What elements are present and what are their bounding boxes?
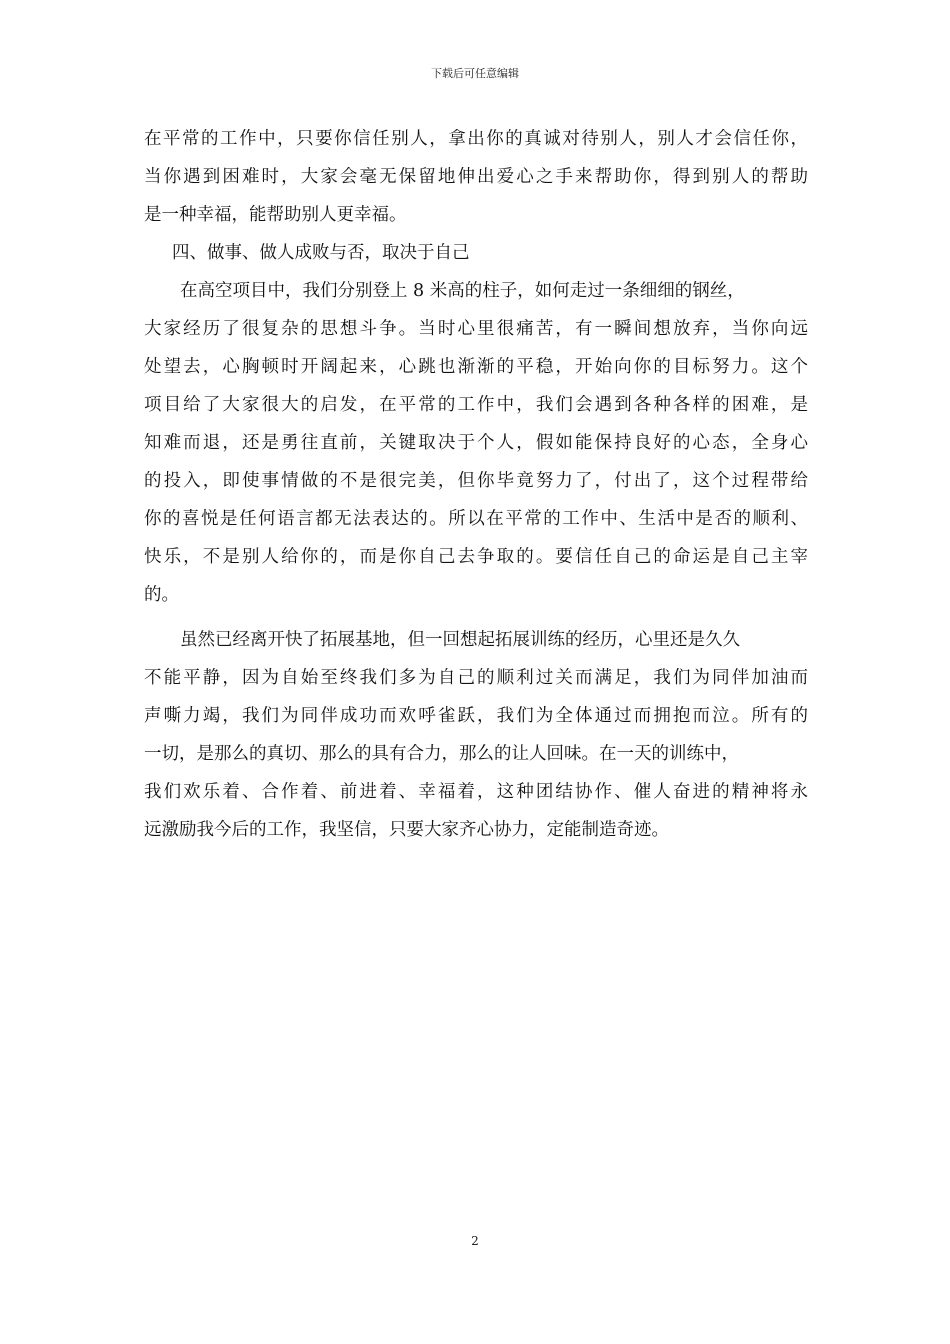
text-line: 在高空项目中，我们分别登上 8 米高的柱子，如何走过一条细细的钢丝， [180,281,745,301]
text-line: 不能平静，因为自始至终我们多为自己的顺利过关而满足，我们为同伴加油而 [144,668,808,688]
text-line: 的。 [144,585,179,605]
text-line: 我们欢乐着、合作着、前进着、幸福着，这种团结协作、催人奋进的精神将永 [144,782,808,802]
text-line: 处望去，心胸顿时开阔起来，心跳也渐渐的平稳，开始向你的目标努力。这个 [144,357,808,377]
text-line: 远激励我今后的工作，我坚信，只要大家齐心协力，定能制造奇迹。 [144,820,669,840]
heading-line: 四、做事、做人成败与否，取决于自己 [172,243,470,263]
text-line: 的投入，即使事情做的不是很完美，但你毕竟努力了，付出了，这个过程带给 [144,471,808,491]
text-line: 你的喜悦是任何语言都无法表达的。所以在平常的工作中、生活中是否的顺利、 [144,509,808,529]
text-line: 在平常的工作中，只要你信任别人，拿出你的真诚对待别人，别人才会信任你， [144,129,808,149]
text-line: 当你遇到困难时，大家会毫无保留地伸出爱心之手来帮助你，得到别人的帮助 [144,167,808,187]
page-header: 下载后可任意编辑 [431,67,519,80]
paragraph-high-altitude [144,272,808,614]
page-number: 2 [471,1234,479,1248]
section-heading [144,234,808,272]
text-line: 项目给了大家很大的启发，在平常的工作中，我们会遇到各种各样的困难，是 [144,395,808,415]
text-line: 声嘶力竭，我们为同伴成功而欢呼雀跃，我们为全体通过而拥抱而泣。所有的 [144,706,808,726]
paragraph-spacer [144,614,808,621]
paragraph-reflection [144,621,808,849]
text-line: 是一种幸福，能帮助别人更幸福。 [144,205,407,225]
paragraph-trust [144,120,808,234]
text-line: 虽然已经离开快了拓展基地，但一回想起拓展训练的经历，心里还是久久 [180,630,740,650]
document-body [144,120,808,849]
text-line: 一切，是那么的真切、那么的具有合力，那么的让人回味。在一天的训练中， [144,744,739,764]
text-line: 知难而退，还是勇往直前，关键取决于个人，假如能保持良好的心态，全身心 [144,433,808,453]
text-line: 快乐，不是别人给你的，而是你自己去争取的。要信任自己的命运是自己主宰 [144,547,808,567]
text-line: 大家经历了很复杂的思想斗争。当时心里很痛苦，有一瞬间想放弃，当你向远 [144,319,808,339]
